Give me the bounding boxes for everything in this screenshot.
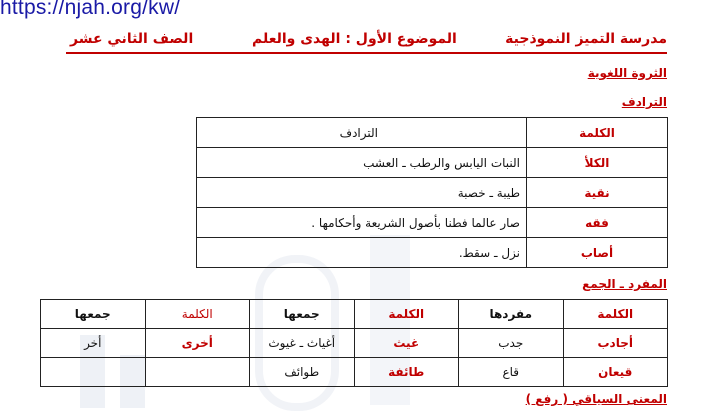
synonyms-table <box>196 117 668 268</box>
table-cell: نقية <box>527 178 668 208</box>
table-cell: طيبة ـ خصبة <box>197 178 527 208</box>
table-cell: نزل ـ سقط. <box>197 238 527 268</box>
table-cell: جمعها <box>250 300 355 329</box>
table-cell: طائفة <box>354 358 459 387</box>
table-cell <box>41 358 146 387</box>
table-cell: جمعها <box>41 300 146 329</box>
table-cell: النبات اليابس والرطب ـ العشب <box>197 148 527 178</box>
table-row <box>41 300 668 329</box>
table-row <box>41 329 668 358</box>
table-cell: غيث <box>354 329 459 358</box>
header-divider <box>66 52 667 54</box>
table-cell: الكلمة <box>354 300 459 329</box>
table-cell: قيعان <box>563 358 668 387</box>
table-cell: الترادف <box>197 118 527 148</box>
table-row <box>197 238 668 268</box>
table-row <box>197 148 668 178</box>
table-cell: أجادب <box>563 329 668 358</box>
source-url[interactable]: https://njah.org/kw/ <box>0 0 181 19</box>
table-cell: قاع <box>459 358 564 387</box>
table-cell: مفردها <box>459 300 564 329</box>
school-name: مدرسة التميز النموذجية <box>505 31 667 47</box>
section-contextual-meaning: المعنى السياقي ( رفع ) <box>525 392 667 406</box>
table-cell: الكلأ <box>527 148 668 178</box>
table-cell: أصاب <box>527 238 668 268</box>
table-cell: طوائف <box>250 358 355 387</box>
table-cell: الكلمة <box>527 118 668 148</box>
table-cell: صار عالما فطنا بأصول الشريعة وأحكامها . <box>197 208 527 238</box>
section-singular-plural: المفرد ـ الجمع <box>582 277 667 291</box>
grade-label: الصف الثاني عشر <box>70 31 194 47</box>
table-cell: جدب <box>459 329 564 358</box>
table-cell <box>145 358 250 387</box>
table-cell: أخر <box>41 329 146 358</box>
table-cell: أغياث ـ غيوث <box>250 329 355 358</box>
table-row <box>197 118 668 148</box>
plural-table <box>40 299 668 387</box>
table-row <box>197 178 668 208</box>
table-cell: الكلمة <box>145 300 250 329</box>
table-row <box>41 358 668 387</box>
table-cell: أخرى <box>145 329 250 358</box>
table-cell: فقه <box>527 208 668 238</box>
topic-title: الموضوع الأول : الهدى والعلم <box>252 31 457 47</box>
section-linguistic-wealth: الثروة اللغوية <box>587 66 667 80</box>
table-row <box>197 208 668 238</box>
section-synonyms: الترادف <box>621 95 667 109</box>
table-cell: الكلمة <box>563 300 668 329</box>
